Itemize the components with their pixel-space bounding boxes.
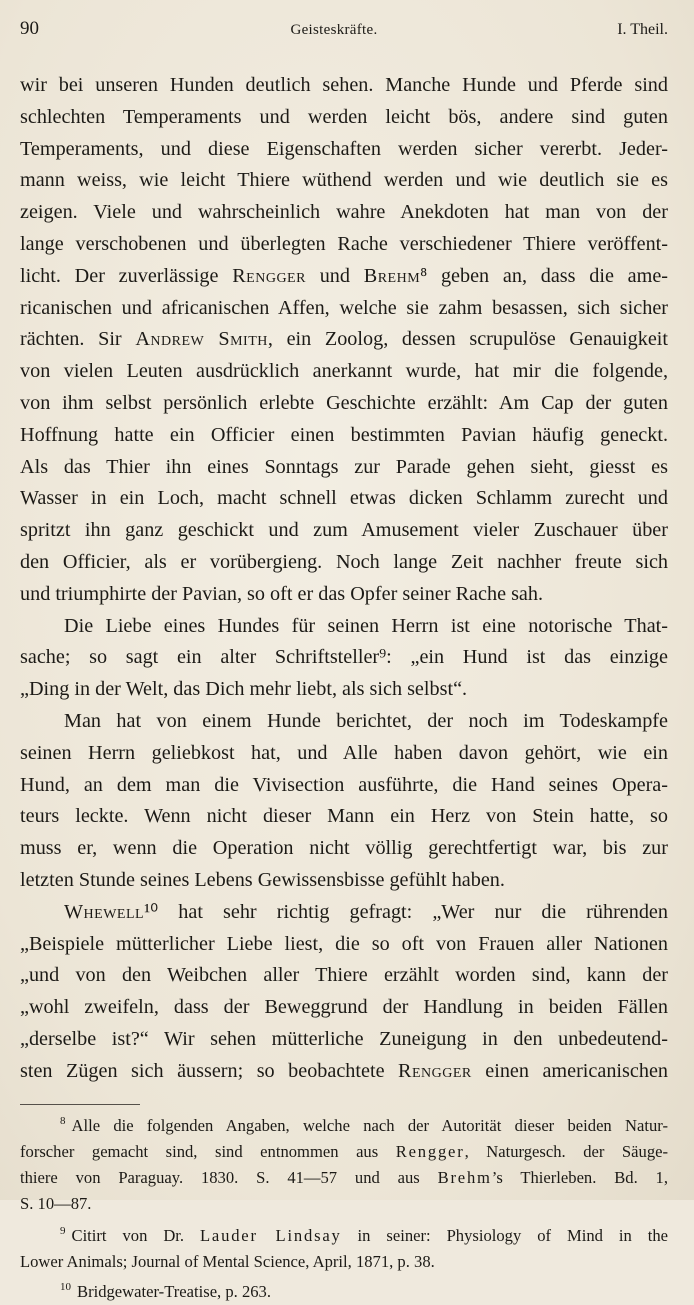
footnote-marker: 8: [60, 1114, 66, 1127]
text-line: ricanischen und africanischen Affen, welche sie zahm besassen, sich sicher: [20, 296, 668, 319]
text-line: seinen Herrn geliebkost hat, und Alle haben davon gehört, wie ein: [20, 741, 668, 764]
text-line: Man hat von einem Hunde berichtet, der noch im Todeskampfe: [64, 709, 668, 732]
text-line: muss er, wenn die Operation nicht völlig gerechtfertigt war, bis zur: [20, 837, 668, 860]
text-line: schlechten Temperaments und werden leicht bös, andere sind guten: [20, 105, 668, 128]
text-line: von ihm selbst persönlich erlebte Geschichte erzählt: Am Cap der guten: [20, 391, 668, 414]
running-title: Geisteskräfte.: [290, 22, 378, 38]
cited-name: Brehm: [437, 1167, 492, 1187]
text-line: „Ding in der Welt, das Dich mehr liebt, als sich selbst“.: [20, 678, 468, 701]
text-line: letzten Stunde seines Lebens Gewissensbisse gefühlt haben.: [20, 868, 505, 891]
footnote-10-line: [20, 1279, 668, 1305]
text-line: „wohl zweifeln, dass der Beweggrund der Handlung in beiden Fällen: [20, 996, 668, 1019]
footnote-8-line: forscher gemacht sind, sind entnommen aus Rengger, Naturgesch. der Säuge-: [20, 1141, 668, 1161]
text-line: den Officier, als er vorübergieng. Noch lange Zeit nachher freute sich: [20, 550, 668, 573]
footnote-8-line: [20, 1113, 668, 1139]
text-line: von vielen Leuten ausdrücklich anerkannt wurde, hat mir die folgende,: [20, 360, 668, 383]
text-line: „Beispiele mütterlicher Liebe liest, die so oft von Frauen aller Nationen: [20, 932, 668, 955]
text-line: Als das Thier ihn eines Sonntags zur Parade gehen sieht, giesst es: [20, 455, 668, 478]
text-line: Whewell¹⁰ hat sehr richtig gefragt: „Wer nur die rührenden: [64, 900, 668, 923]
text-line: „und von den Weibchen aller Thiere erzählt worden sind, kann der: [20, 964, 668, 987]
text-line: mann weiss, wie leicht Thiere wüthend werden und wie deutlich sie es: [20, 169, 668, 192]
text-line: spritzt ihn ganz geschickt und zum Amusement vieler Zuschauer über: [20, 519, 668, 542]
footnote-text: Bridgewater-Treatise, p. 263.: [77, 1281, 271, 1301]
footnote-8-line: S. 10—87.: [20, 1193, 92, 1213]
text-line: sten Zügen sich äussern; so beobachtete Rengger einen americanischen: [20, 1059, 668, 1082]
footnote-9-line: [20, 1223, 668, 1249]
cited-name: Rengger: [395, 1141, 465, 1161]
cited-name: Lauder Lindsay: [200, 1225, 342, 1245]
footnote-text: Citirt von Dr. Lauder Lindsay in seiner: Physiology of Mind in the: [71, 1225, 668, 1245]
footnote-marker: 9: [60, 1224, 66, 1237]
text-line: Hund, an dem man die Vivisection ausführte, die Hand seines Opera-: [20, 773, 668, 796]
text-line: Temperaments, und diese Eigenschaften werden sicher vererbt. Jeder-: [20, 137, 668, 160]
author-name: Brehm: [363, 264, 421, 287]
text-line: und triumphirte der Pavian, so oft er das Opfer seiner Rache sah.: [20, 582, 544, 605]
author-name: Rengger: [398, 1059, 472, 1082]
footnote-marker: 10: [60, 1280, 71, 1293]
text-line: sache; so sagt ein alter Schriftsteller⁹: „ein Hund ist das einzige: [20, 646, 668, 669]
text-line: wir bei unseren Hunden deutlich sehen. Manche Hunde und Pferde sind: [20, 74, 668, 96]
text-line: Hoffnung hatte ein Officier einen bestimmten Pavian häufig geneckt.: [20, 423, 668, 446]
text-line: „derselbe ist?“ Wir sehen mütterliche Zuneigung in den unbedeutend-: [20, 1027, 668, 1050]
text-line: teurs leckte. Wenn nicht dieser Mann ein Herz von Stein hatte, so: [20, 805, 668, 828]
text-line: zeigen. Viele und wahrscheinlich wahre Anekdoten hat man von der: [20, 201, 668, 224]
footnote-divider: [20, 1104, 140, 1105]
text-line: lange verschobenen und überlegten Rache verschiedener Thiere veröffent-: [20, 232, 668, 255]
footnote-9-line: Lower Animals; Journal of Mental Science, April, 1871, p. 38.: [20, 1251, 435, 1271]
footnote-text: Alle die folgenden Angaben, welche nach der Autorität dieser beiden Natur-: [71, 1115, 668, 1135]
text-line: Die Liebe eines Hundes für seinen Herrn ist eine notorische That-: [64, 614, 668, 637]
body-text: [20, 70, 668, 1088]
author-name: Andrew Smith: [135, 328, 268, 351]
footnote-8-line: thiere von Paraguay. 1830. S. 41—57 und aus Brehm’s Thierleben. Bd. 1,: [20, 1167, 668, 1187]
text-line: rächten. Sir Andrew Smith, ein Zoolog, dessen scrupulöse Genauigkeit: [20, 328, 668, 351]
text-line: licht. Der zuverlässige Rengger und Brehm⁸ geben an, dass die ame-: [20, 264, 668, 287]
footnotes: [20, 1113, 668, 1305]
page-header: [20, 18, 668, 52]
author-name: Whewell: [64, 900, 145, 923]
text-line: Wasser in ein Loch, macht schnell etwas dicken Schlamm zurecht und: [20, 487, 668, 510]
part-label: I. Theil.: [617, 21, 668, 38]
page-number: 90: [20, 18, 39, 39]
author-name: Rengger: [232, 264, 306, 287]
